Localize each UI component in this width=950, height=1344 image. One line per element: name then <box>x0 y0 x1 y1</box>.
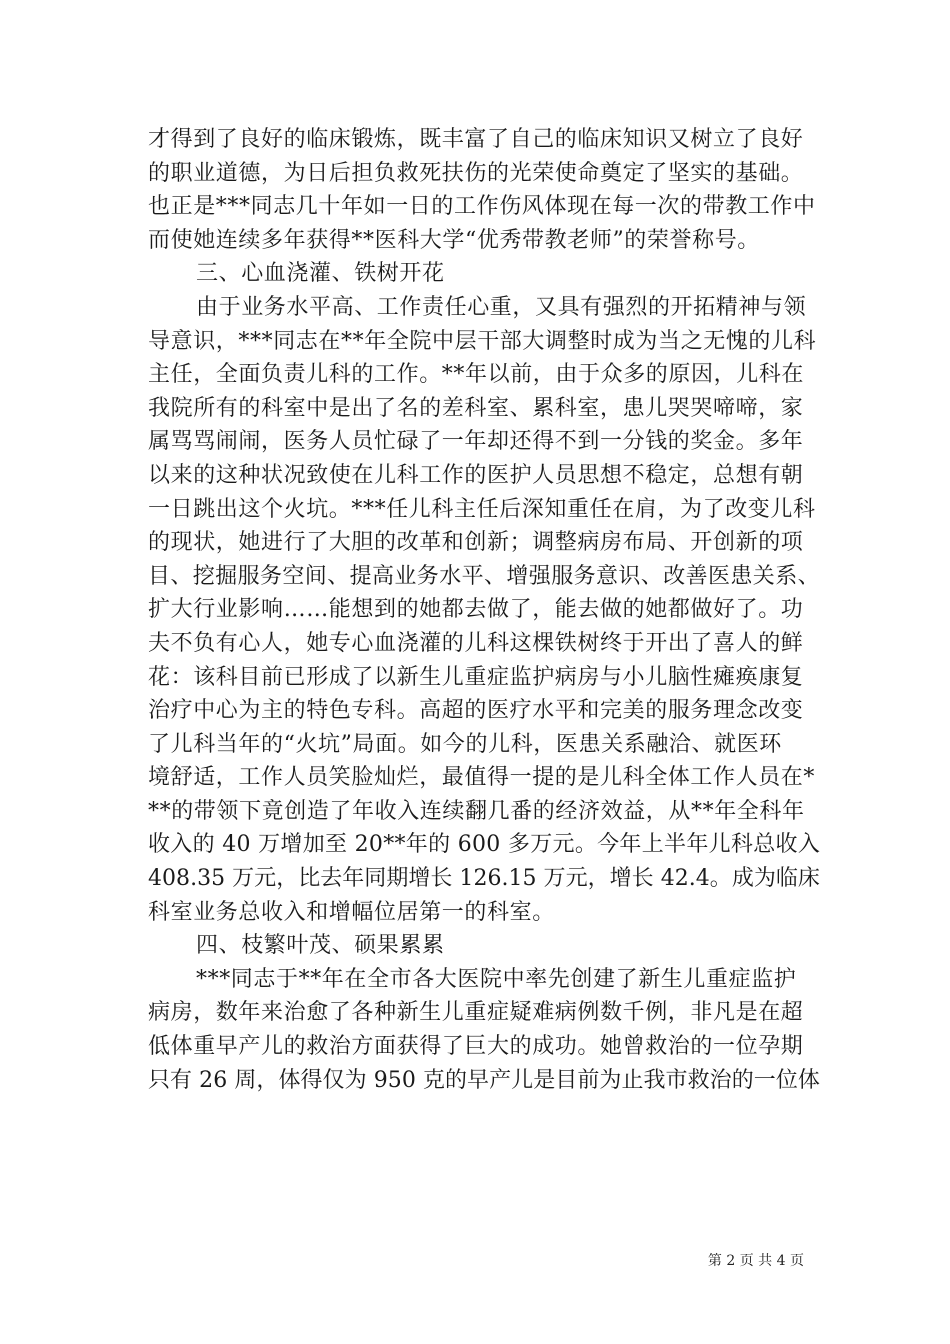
text-line: **的带领下竟创造了年收入连续翻几番的经济效益，从**年全科年 <box>148 798 805 824</box>
paragraph-first-line: 由于业务水平高、工作责任心重，又具有强烈的开拓精神与领 <box>196 294 807 320</box>
text-line: 夫不负有心人，她专心血浇灌的儿科这棵铁树终于开出了喜人的鲜 <box>148 630 804 656</box>
text-line: 病房，数年来治愈了各种新生儿重症疑难病例数千例，非凡是在超 <box>148 1000 804 1026</box>
paragraph-first-line: 四、枝繁叶茂、硕果累累 <box>196 933 445 959</box>
text-line: 的职业道德，为日后担负救死扶伤的光荣使命奠定了坚实的基础。 <box>148 160 804 186</box>
text-line: 主任，全面负责儿科的工作。**年以前，由于众多的原因，儿科在 <box>148 362 805 388</box>
text-line: 花：该科目前已形成了以新生儿重症监护病房与小儿脑性瘫痪康复 <box>148 664 804 690</box>
text-line: 收入的 40 万增加至 20**年的 600 多万元。今年上半年儿科总收入 <box>148 832 821 858</box>
page-number: 第 2 页 共 4 页 <box>707 1253 804 1269</box>
text-line: 的现状，她进行了大胆的改革和创新；调整病房布局、开创新的项 <box>148 530 804 556</box>
paragraph-first-line: ***同志于**年在全市各大医院中率先创建了新生儿重症监护 <box>196 966 797 992</box>
text-line: 目、挖掘服务空间、提高业务水平、增强服务意识、改善医患关系、 <box>148 563 821 589</box>
text-line: 了儿科当年的“火坑”局面。如今的儿科，医患关系融洽、就医环 <box>148 731 782 757</box>
body-text <box>148 123 820 1097</box>
text-line: 我院所有的科室中是出了名的差科室、累科室，患儿哭哭啼啼，家 <box>148 395 804 421</box>
text-line: 科室业务总收入和增幅位居第一的科室。 <box>148 899 555 925</box>
text-line: 属骂骂闹闹，医务人员忙碌了一年却还得不到一分钱的奖金。多年 <box>148 429 804 455</box>
text-line: 才得到了良好的临床锻炼，既丰富了自己的临床知识又树立了良好 <box>148 127 804 152</box>
text-line: 导意识，***同志在**年全院中层干部大调整时成为当之无愧的儿科 <box>148 328 817 354</box>
text-line: 也正是***同志几十年如一日的工作伤风体现在每一次的带教工作中 <box>148 194 816 220</box>
paragraph-first-line: 三、心血浇灌、铁树开花 <box>196 261 445 287</box>
text-line: 408.35 万元，比去年同期增长 126.15 万元，增长 42.4。成为临床 <box>148 866 820 892</box>
text-line: 境舒适，工作人员笑脸灿烂，最值得一提的是儿科全体工作人员在* <box>148 765 816 791</box>
text-line: 低体重早产儿的救治方面获得了巨大的成功。她曾救治的一位孕期 <box>148 1034 804 1060</box>
text-line: 治疗中心为主的特色专科。高超的医疗水平和完美的服务理念改变 <box>148 698 804 724</box>
text-line: 只有 26 周，体得仅为 950 克的早产儿是目前为止我市救治的一位体 <box>148 1067 820 1093</box>
text-line: 一日跳出这个火坑。***任儿科主任后深知重任在肩，为了改变儿科 <box>148 496 816 522</box>
text-line: 而使她连续多年获得**医科大学“优秀带教老师”的荣誉称号。 <box>148 227 760 253</box>
text-line: 扩大行业影响……能想到的她都去做了，能去做的她都做好了。功 <box>148 597 804 623</box>
text-line: 以来的这种状况致使在儿科工作的医护人员思想不稳定，总想有朝 <box>148 462 804 488</box>
